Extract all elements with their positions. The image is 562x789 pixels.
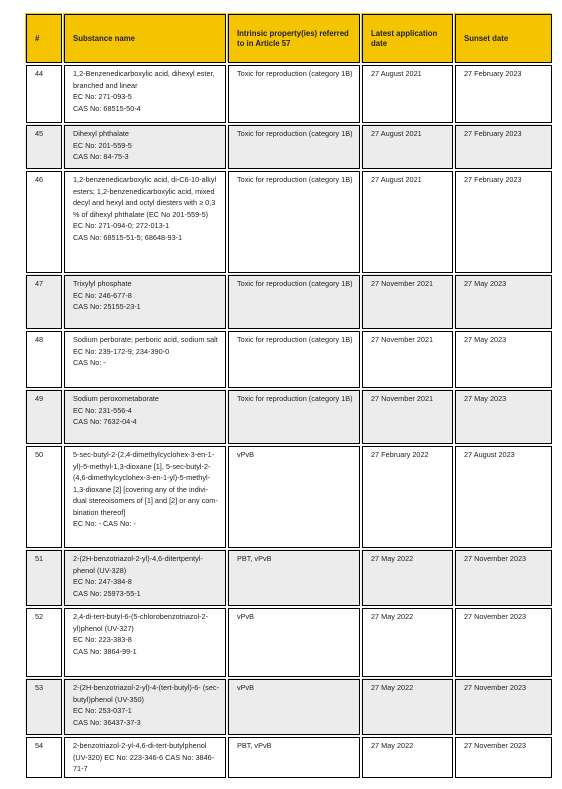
substance-name-cell bbox=[63, 274, 227, 330]
application-date-cell: 27 August 2021 bbox=[361, 64, 454, 124]
sunset-date-cell: 27 February 2023 bbox=[454, 124, 553, 170]
header-substance-name: Substance name bbox=[63, 13, 227, 64]
application-date-cell: 27 November 2021 bbox=[361, 274, 454, 330]
substance-name-line: EC No: 201-559-5 bbox=[73, 140, 132, 150]
substance-name-cell bbox=[63, 389, 227, 445]
row-number: 48 bbox=[25, 330, 63, 389]
intrinsic-property-cell: vPvB bbox=[227, 607, 361, 678]
row-number: 54 bbox=[25, 736, 63, 779]
substance-name-line: Sodium peroxometaborate bbox=[73, 394, 159, 403]
table-row bbox=[25, 549, 553, 607]
sunset-date-cell: 27 February 2023 bbox=[454, 170, 553, 274]
substance-name-line: CAS No: - bbox=[73, 358, 106, 367]
substances-table bbox=[25, 13, 553, 779]
substance-name-cell bbox=[63, 678, 227, 736]
table-row bbox=[25, 170, 553, 274]
application-date-cell: 27 August 2021 bbox=[361, 124, 454, 170]
intrinsic-property-cell: Toxic for reproduction (category 1B) bbox=[227, 389, 361, 445]
substance-name-line: CAS No: 84-75-3 bbox=[73, 152, 129, 161]
row-number: 49 bbox=[25, 389, 63, 445]
substance-name-cell bbox=[63, 607, 227, 678]
substance-name-line: 1,2-Benzenedicarboxylic acid, dihexyl ester, branched and linear bbox=[73, 69, 215, 90]
substance-name-cell bbox=[63, 64, 227, 124]
substance-name-line: CAS No: 68515-50-4 bbox=[73, 103, 141, 113]
header-intrinsic-property: Intrinsic property(ies) referred to in Article 57 bbox=[227, 13, 361, 64]
substance-name-line: CAS No: 25973-55-1 bbox=[73, 588, 141, 598]
sunset-date-cell: 27 May 2023 bbox=[454, 389, 553, 445]
substance-name-line: CAS No: 36437-37-3 bbox=[73, 717, 141, 727]
table-row bbox=[25, 445, 553, 549]
header-sunset-date: Sunset date bbox=[454, 13, 553, 64]
sunset-date-cell: 27 November 2023 bbox=[454, 736, 553, 779]
intrinsic-property-cell: vPvB bbox=[227, 678, 361, 736]
substance-name-line: 5-sec-butyl-2-(2,4-dimethylcyclohex-3-en-1- yl)-5-methyl-1,3-dioxane [1], 5-sec-butyl-2- (4,6-dimethylcyclohex-3-en-1-yl)-5-methyl- 1,3-dioxane [2] [covering any of the indivi-dual stereoisomers of [1] and [2] or any com-bination thereof] bbox=[73, 450, 218, 517]
intrinsic-property-cell: Toxic for reproduction (category 1B) bbox=[227, 124, 361, 170]
sunset-date-cell: 27 November 2023 bbox=[454, 678, 553, 736]
sunset-date-cell: 27 February 2023 bbox=[454, 64, 553, 124]
sunset-date-cell: 27 November 2023 bbox=[454, 607, 553, 678]
application-date-cell: 27 May 2022 bbox=[361, 678, 454, 736]
substance-name-cell bbox=[63, 736, 227, 779]
substance-name-line: CAS No: 68515-51-5; 68648-93-1 bbox=[73, 232, 183, 242]
application-date-cell: 27 November 2021 bbox=[361, 389, 454, 445]
row-number: 52 bbox=[25, 607, 63, 678]
row-number: 47 bbox=[25, 274, 63, 330]
application-date-cell: 27 November 2021 bbox=[361, 330, 454, 389]
intrinsic-property-cell: Toxic for reproduction (category 1B) bbox=[227, 330, 361, 389]
substance-name-line: 2-benzotriazol-2-yl-4,6-di-tert-butylphenol (UV-320) EC No: 223-346-6 CAS No: 3846-71-7 bbox=[73, 741, 215, 773]
substance-name-line: EC No: 247-384-8 bbox=[73, 577, 132, 586]
substance-name-cell bbox=[63, 330, 227, 389]
table-row bbox=[25, 274, 553, 330]
substance-name-cell bbox=[63, 445, 227, 549]
substance-name-line: EC No: 231-556-4 bbox=[73, 405, 132, 415]
table-row bbox=[25, 124, 553, 170]
intrinsic-property-cell: Toxic for reproduction (category 1B) bbox=[227, 170, 361, 274]
table-row bbox=[25, 389, 553, 445]
application-date-cell: 27 May 2022 bbox=[361, 549, 454, 607]
intrinsic-property-cell: PBT, vPvB bbox=[227, 549, 361, 607]
substance-name-line: EC No: 223-383-8 bbox=[73, 635, 132, 644]
row-number: 44 bbox=[25, 64, 63, 124]
substance-name-line: 2-(2H-benzotriazol-2-yl)-4,6-ditertpentyl-phenol (UV-328) bbox=[73, 554, 203, 575]
substance-name-cell bbox=[63, 170, 227, 274]
sunset-date-cell: 27 May 2023 bbox=[454, 274, 553, 330]
intrinsic-property-cell: vPvB bbox=[227, 445, 361, 549]
substance-name-line: EC No: 239-172-9; 234-390-0 bbox=[73, 346, 170, 356]
substance-name-cell bbox=[63, 124, 227, 170]
substance-name-line: CAS No: 25155-23-1 bbox=[73, 302, 141, 311]
substance-name-cell bbox=[63, 549, 227, 607]
row-number: 45 bbox=[25, 124, 63, 170]
application-date-cell: 27 February 2022 bbox=[361, 445, 454, 549]
intrinsic-property-cell: PBT, vPvB bbox=[227, 736, 361, 779]
substance-name-line: Dihexyl phthalate bbox=[73, 129, 129, 138]
substance-name-line: EC No: 246-677-8 bbox=[73, 290, 132, 300]
substance-name-line: Trixylyl phosphate bbox=[73, 279, 132, 288]
intrinsic-property-cell: Toxic for reproduction (category 1B) bbox=[227, 274, 361, 330]
row-number: 53 bbox=[25, 678, 63, 736]
application-date-cell: 27 May 2022 bbox=[361, 736, 454, 779]
table-body bbox=[25, 64, 553, 779]
substance-name-line: EC No: 253-037-1 bbox=[73, 706, 132, 715]
header-latest-application-date: Latest application date bbox=[361, 13, 454, 64]
application-date-cell: 27 May 2022 bbox=[361, 607, 454, 678]
table-row bbox=[25, 678, 553, 736]
table-row bbox=[25, 736, 553, 779]
intrinsic-property-cell: Toxic for reproduction (category 1B) bbox=[227, 64, 361, 124]
table-row bbox=[25, 607, 553, 678]
substance-name-line: CAS No: 3864-99-1 bbox=[73, 646, 137, 656]
substance-name-line: EC No: 271-093-5 bbox=[73, 92, 132, 101]
row-number: 51 bbox=[25, 549, 63, 607]
substance-name-line: 2,4-di-tert-butyl-6-(5-chlorobenzotriazol-2- yl)phenol (UV-327) bbox=[73, 612, 209, 633]
substance-name-line: CAS No: 7632-04-4 bbox=[73, 417, 137, 426]
row-number: 50 bbox=[25, 445, 63, 549]
table-row bbox=[25, 330, 553, 389]
table-row bbox=[25, 64, 553, 124]
substance-name-line: Sodium perborate; perboric acid, sodium salt bbox=[73, 335, 218, 344]
sunset-date-cell: 27 November 2023 bbox=[454, 549, 553, 607]
table-header-row bbox=[25, 13, 553, 64]
application-date-cell: 27 August 2021 bbox=[361, 170, 454, 274]
sunset-date-cell: 27 May 2023 bbox=[454, 330, 553, 389]
substance-name-line: 1,2-benzenedicarboxylic acid, di-C6-10-alkyl esters; 1,2-benzenedicarboxylic acid, mixed decyl and hexyl and octyl diesters with ≥ 0,3 % of dihexyl phthalate (EC No 201-559-5) EC No: 271-094-0; 272-013-1 bbox=[73, 175, 217, 230]
row-number: 46 bbox=[25, 170, 63, 274]
substance-name-line: EC No: - CAS No: - bbox=[73, 519, 136, 528]
sunset-date-cell: 27 August 2023 bbox=[454, 445, 553, 549]
header-number: # bbox=[25, 13, 63, 64]
substance-name-line: 2-(2H-benzotriazol-2-yl)-4-(tert-butyl)-6- (sec-butyl)phenol (UV-350) bbox=[73, 683, 219, 704]
